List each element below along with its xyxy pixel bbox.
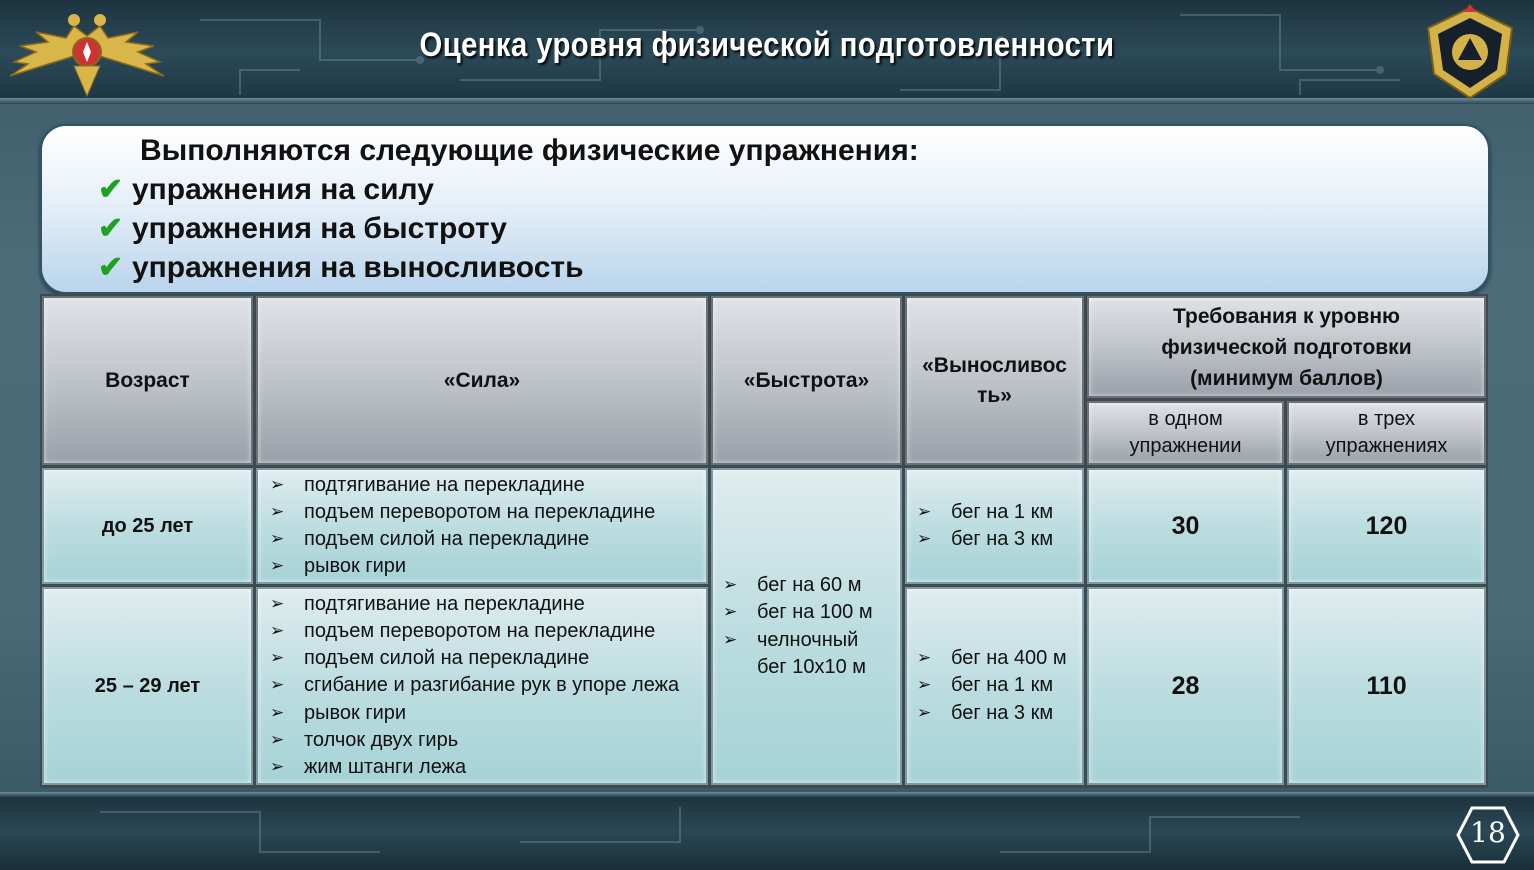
double-headed-eagle-emblem bbox=[8, 6, 166, 98]
checkmark-icon: ✔ bbox=[98, 212, 124, 245]
row1-age: до 25 лет bbox=[42, 468, 253, 584]
list-item: ➢ подтягивание на перекладине bbox=[266, 472, 655, 499]
header-one-exercise: в одном упражнении bbox=[1087, 401, 1284, 465]
list-item: ➢ рывок гири bbox=[266, 553, 655, 580]
row1-one-exercise-score: 30 bbox=[1087, 468, 1284, 584]
list-item-label: упражнения на выносливость bbox=[132, 251, 584, 284]
slide-footer bbox=[0, 792, 1534, 870]
list-item: ➢ подъем переворотом на перекладине bbox=[266, 499, 655, 526]
list-item bbox=[98, 172, 434, 207]
list-item: ➢ подтягивание на перекладине bbox=[266, 591, 679, 618]
page-number: 18 bbox=[1470, 816, 1506, 849]
row2-endurance bbox=[905, 587, 1084, 785]
list-item: бег 10х10 м bbox=[757, 655, 867, 678]
row1-endurance bbox=[905, 468, 1084, 584]
row2-three-exercises-score: 110 bbox=[1287, 587, 1486, 785]
list-item bbox=[98, 250, 584, 285]
list-item bbox=[98, 211, 507, 246]
slide-header bbox=[0, 0, 1534, 104]
exercise-types-panel bbox=[40, 124, 1490, 294]
list-item: ➢ бег на 400 м bbox=[913, 645, 1067, 672]
circuit-pattern bbox=[0, 792, 1534, 870]
list-item: ➢ подъем силой на перекладине bbox=[266, 526, 655, 553]
header-strength: «Сила» bbox=[256, 296, 708, 465]
header-requirements: Требования к уровню физической подготовки (минимум баллов) bbox=[1087, 296, 1486, 398]
row1-three-exercises-score: 120 bbox=[1287, 468, 1486, 584]
list-item: ➢ бег на 1 км bbox=[913, 672, 1067, 699]
list-item: ➢ бег на 60 м bbox=[719, 572, 873, 599]
list-item: ➢ бег на 3 км bbox=[913, 700, 1067, 727]
list-item: ➢ бег на 100 м bbox=[719, 599, 873, 626]
academy-badge-emblem bbox=[1420, 4, 1520, 100]
header-endurance: «Выносливос ть» bbox=[905, 296, 1084, 465]
list-item: ➢ рывок гири bbox=[266, 700, 679, 727]
page-title: Оценка уровня физической подготовленности bbox=[419, 26, 1115, 64]
speed-exercises bbox=[711, 468, 902, 785]
list-item: ➢ бег на 3 км bbox=[913, 526, 1053, 553]
row1-strength bbox=[256, 468, 708, 584]
header-age: Возраст bbox=[42, 296, 253, 465]
list-item: ➢ сгибание и разгибание рук в упоре лежа bbox=[266, 672, 679, 699]
list-item: ➢ жим штанги лежа bbox=[266, 754, 679, 781]
list-item: ➢ подъем переворотом на перекладине bbox=[266, 618, 679, 645]
checkmark-icon: ✔ bbox=[98, 251, 124, 284]
list-item-label: упражнения на силу bbox=[132, 173, 434, 206]
header-speed: «Быстрота» bbox=[711, 296, 902, 465]
list-item: ➢ челночный bbox=[719, 627, 873, 654]
list-item: ➢ толчок двух гирь bbox=[266, 727, 679, 754]
list-item: ➢ подъем силой на перекладине bbox=[266, 645, 679, 672]
header-three-exercises: в трех упражнениях bbox=[1287, 401, 1486, 465]
list-item: ➢ бег на 1 км bbox=[913, 499, 1053, 526]
row2-age: 25 – 29 лет bbox=[42, 587, 253, 785]
panel-heading: Выполняются следующие физические упражнения: bbox=[140, 134, 919, 167]
row2-strength bbox=[256, 587, 708, 785]
row2-one-exercise-score: 28 bbox=[1087, 587, 1284, 785]
checkmark-icon: ✔ bbox=[98, 173, 124, 206]
list-item-label: упражнения на быстроту bbox=[132, 212, 507, 245]
